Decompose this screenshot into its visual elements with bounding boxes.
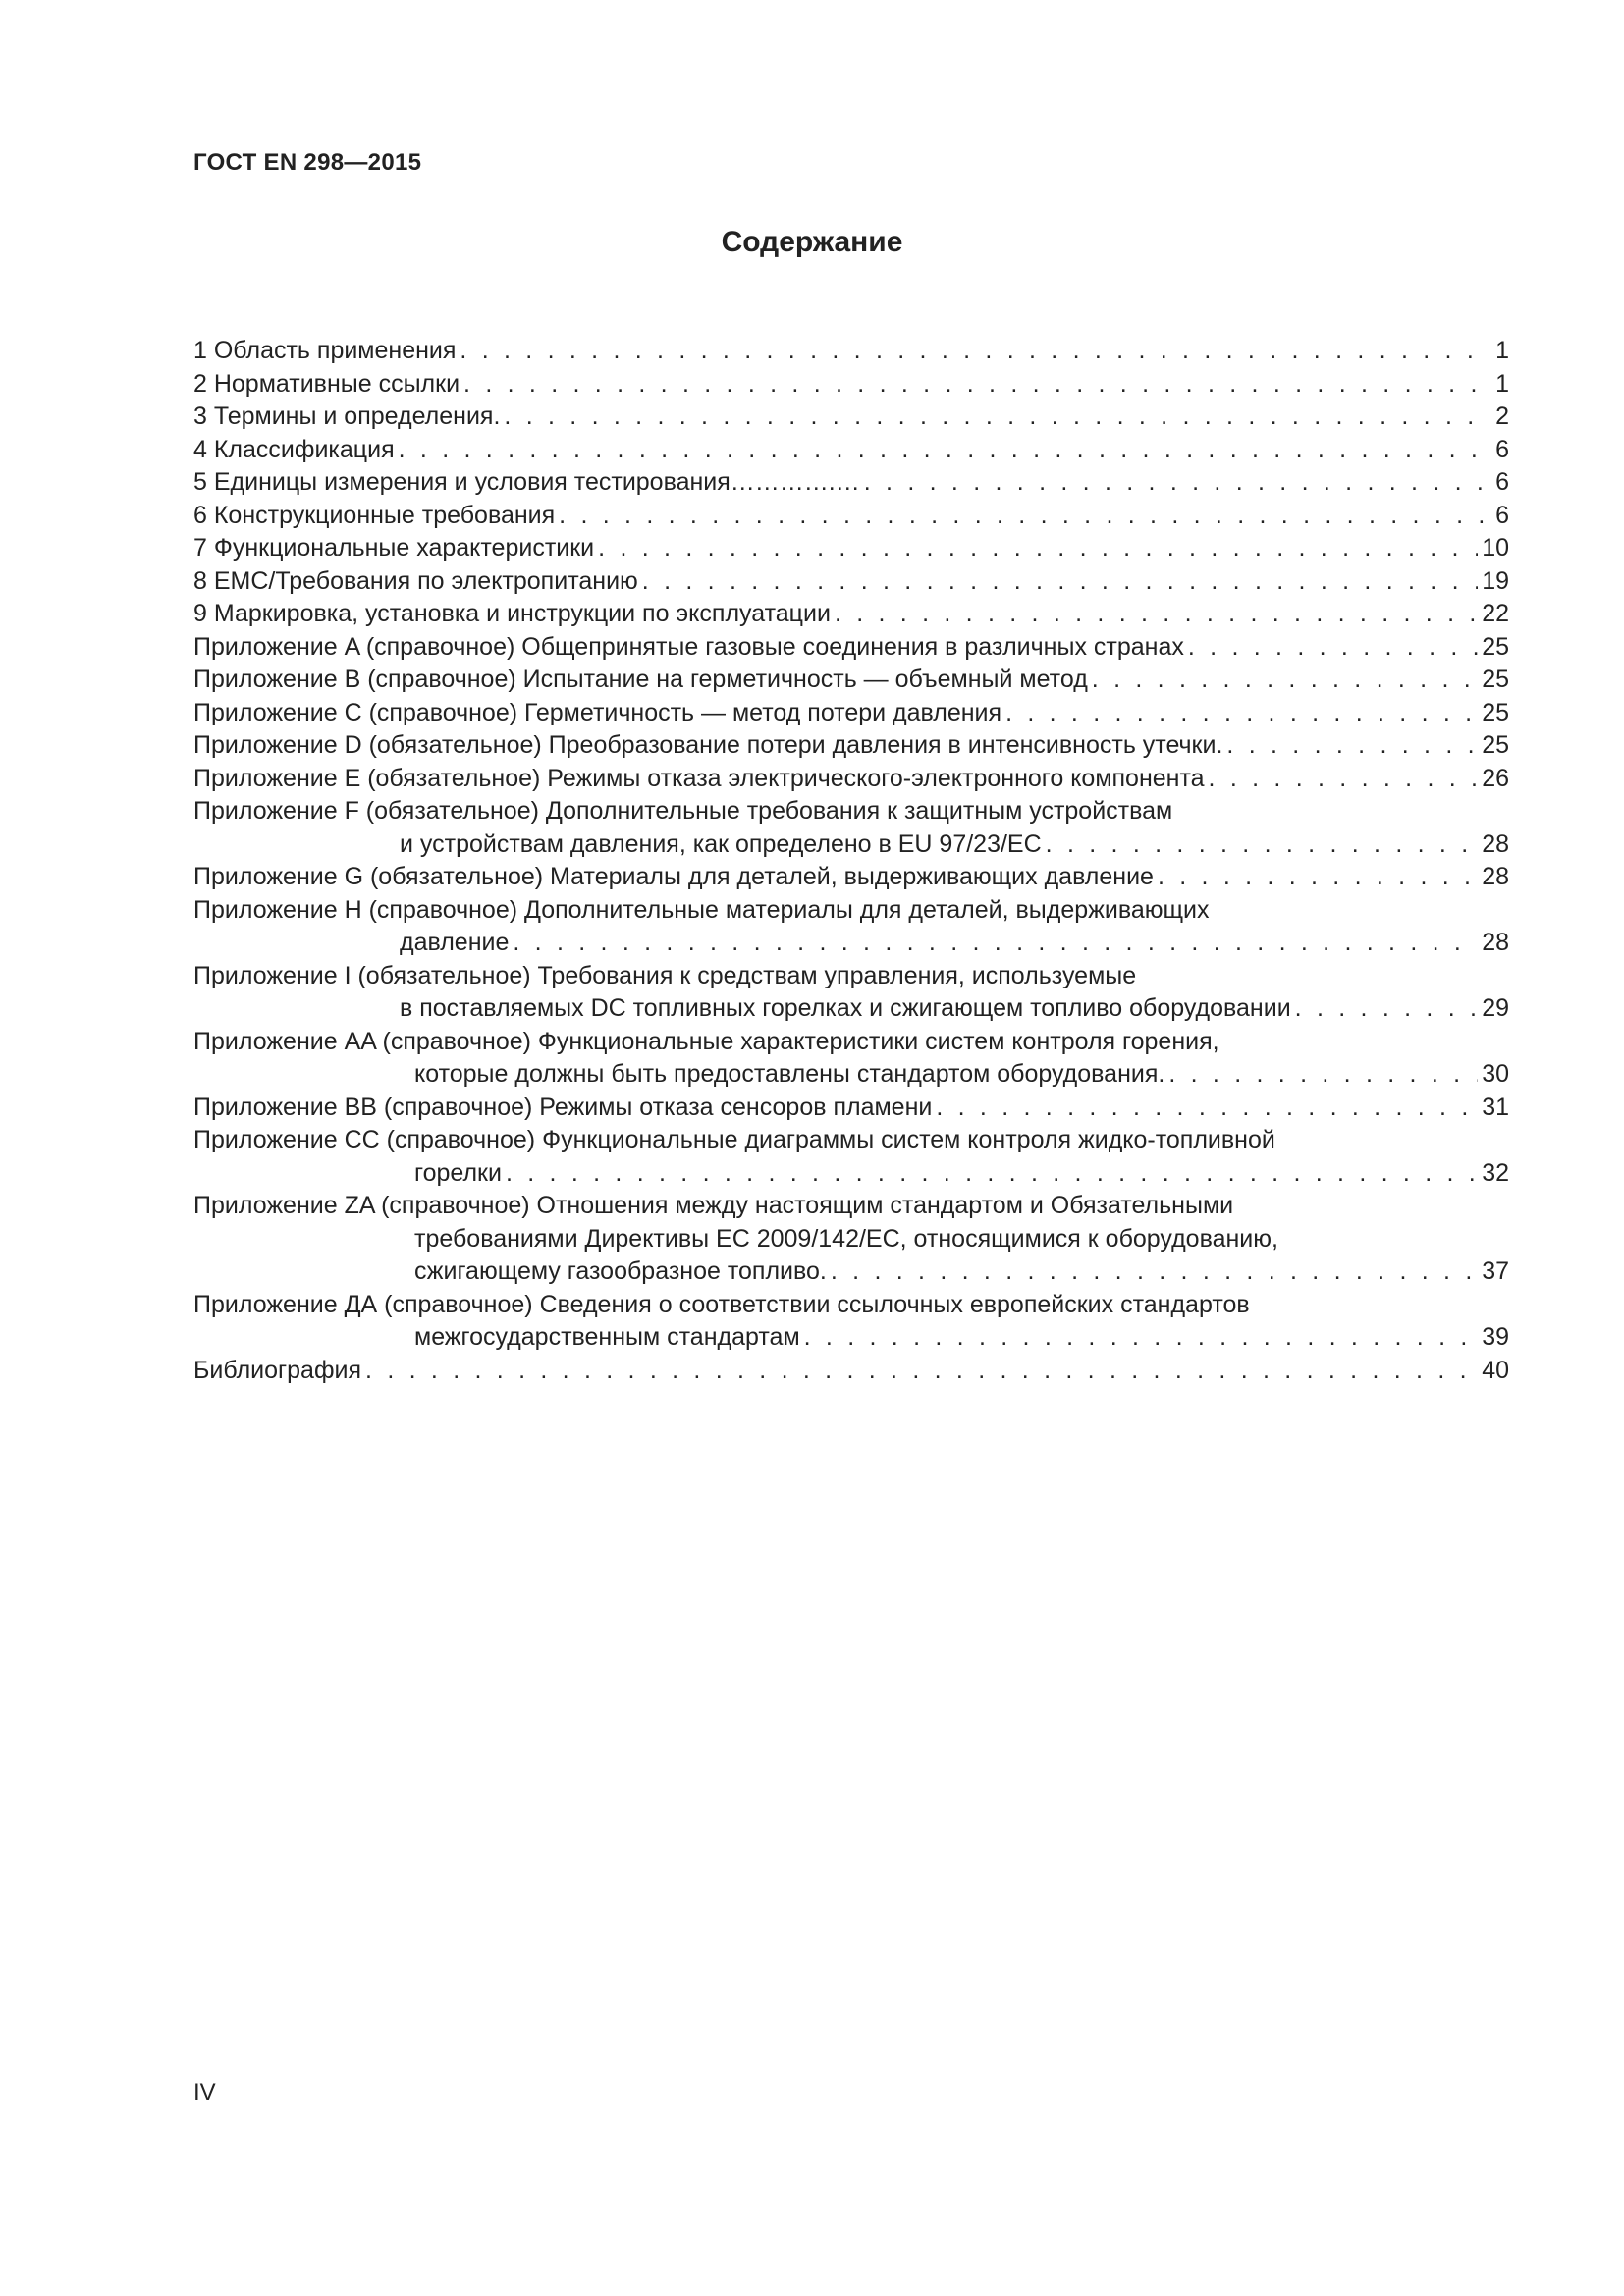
- toc-page-number: 6: [1495, 501, 1509, 529]
- toc-entry-title: Приложение B (справочное) Испытание на герметичность — объемный метод: [193, 666, 1088, 693]
- toc-page-number: 32: [1482, 1158, 1509, 1187]
- toc-entry[interactable]: [193, 466, 1509, 500]
- dot-leader: [831, 1255, 1478, 1289]
- toc-entry[interactable]: [193, 894, 1509, 960]
- toc-page-number: 2: [1495, 402, 1509, 430]
- toc-entry-title: Приложение ZA (справочное) Отношения между настоящим стандартом и Обязательными: [193, 1192, 1234, 1219]
- toc-page-number: 6: [1495, 435, 1509, 463]
- toc-entry-line: [193, 795, 1509, 828]
- toc-entry[interactable]: [193, 1026, 1509, 1092]
- toc-entry-title: 9 Маркировка, установка и инструкции по эксплуатации: [193, 600, 831, 627]
- dot-leader: [1168, 1058, 1478, 1092]
- dot-leader: [1046, 828, 1479, 862]
- dot-leader: [559, 500, 1486, 533]
- dot-leader: [513, 927, 1478, 960]
- toc-entry-title: 5 Единицы измерения и условия тестирования………….…: [193, 468, 860, 496]
- toc-page-number: 1: [1495, 337, 1509, 364]
- toc-entry-title: горелки: [414, 1158, 502, 1187]
- dot-leader: [804, 1321, 1479, 1355]
- toc-entry[interactable]: [193, 664, 1509, 697]
- toc-page-number: 1: [1495, 369, 1509, 398]
- toc-entry-line: [193, 1157, 1509, 1191]
- dot-leader: [399, 434, 1486, 467]
- toc-entry-line: [193, 466, 1509, 500]
- toc-entry-line: [193, 1026, 1509, 1059]
- toc-page-number: 37: [1482, 1257, 1509, 1285]
- toc-entry-title: 2 Нормативные ссылки: [193, 369, 460, 398]
- toc-entry-line: [193, 368, 1509, 401]
- dot-leader: [1295, 992, 1479, 1026]
- toc-entry-line: [193, 1058, 1509, 1092]
- table-of-contents: [193, 335, 1509, 1387]
- toc-entry-title: и устройствам давления, как определено в EU 97/23/EC: [400, 829, 1042, 858]
- toc-entry-line: [193, 434, 1509, 467]
- dot-leader: [504, 400, 1486, 434]
- toc-entry-title: Библиография: [193, 1356, 362, 1384]
- toc-entry[interactable]: [193, 1355, 1509, 1388]
- toc-entry[interactable]: [193, 532, 1509, 565]
- toc-entry-title: Приложение BB (справочное) Режимы отказа сенсоров пламени: [193, 1093, 933, 1121]
- toc-entry[interactable]: [193, 1124, 1509, 1190]
- toc-entry[interactable]: [193, 434, 1509, 467]
- toc-entry[interactable]: [193, 368, 1509, 401]
- toc-entry-line: [193, 697, 1509, 730]
- toc-entry-line: [193, 598, 1509, 631]
- toc-entry-title: Приложение AA (справочное) Функциональные характеристики систем контроля горения,: [193, 1027, 1219, 1055]
- toc-page-number: 25: [1482, 698, 1509, 726]
- toc-entry[interactable]: [193, 729, 1509, 763]
- toc-title: Содержание: [721, 226, 903, 258]
- toc-entry-title: Приложение E (обязательное) Режимы отказа электрического-электронного компонента: [193, 764, 1205, 792]
- toc-page-number: 28: [1482, 929, 1509, 956]
- toc-entry-line: [193, 1190, 1509, 1223]
- toc-entry-line: [193, 1223, 1509, 1256]
- toc-page-number: 28: [1482, 863, 1509, 890]
- toc-entry-title: сжигающему газообразное топливо.: [414, 1257, 827, 1285]
- toc-entry-title: Приложение I (обязательное) Требования к средствам управления, используемые: [193, 961, 1137, 989]
- toc-page-number: 19: [1482, 566, 1509, 595]
- toc-entry-line: [193, 565, 1509, 599]
- toc-entry[interactable]: [193, 697, 1509, 730]
- toc-entry-line: [193, 532, 1509, 565]
- toc-entry-title: 8 EMC/Требования по электропитанию: [193, 566, 638, 595]
- toc-entry-title: которые должны быть предоставлены стандартом оборудования.: [414, 1060, 1165, 1088]
- toc-entry-line: [193, 894, 1509, 928]
- dot-leader: [1209, 763, 1479, 796]
- toc-entry[interactable]: [193, 335, 1509, 368]
- toc-entry-line: [193, 335, 1509, 368]
- toc-entry-line: [193, 1321, 1509, 1355]
- toc-entry-line: [193, 960, 1509, 993]
- toc-page-number: 10: [1482, 534, 1509, 561]
- toc-entry-line: [193, 1255, 1509, 1289]
- toc-entry-title: в поставляемых DC топливных горелках и сжигающем топливо оборудовании: [400, 994, 1291, 1022]
- toc-entry-line: [193, 1124, 1509, 1157]
- toc-entry-title: Приложение ДА (справочное) Сведения о соответствии ссылочных европейских стандартов: [193, 1290, 1250, 1318]
- toc-entry[interactable]: [193, 631, 1509, 665]
- page-number: IV: [193, 2079, 216, 2106]
- toc-entry-line: [193, 861, 1509, 894]
- toc-page-number: 25: [1482, 632, 1509, 661]
- toc-entry-title: 1 Область применения: [193, 337, 457, 364]
- toc-entry[interactable]: [193, 565, 1509, 599]
- toc-page-number: 25: [1482, 666, 1509, 693]
- toc-entry-line: [193, 763, 1509, 796]
- toc-entry-line: [193, 500, 1509, 533]
- toc-entry-title: межгосударственным стандартам: [414, 1323, 800, 1351]
- dot-leader: [598, 532, 1478, 565]
- toc-page-number: 6: [1495, 468, 1509, 496]
- toc-entry[interactable]: [193, 400, 1509, 434]
- toc-entry[interactable]: [193, 500, 1509, 533]
- toc-entry-line: [193, 1289, 1509, 1322]
- dot-leader: [1226, 729, 1478, 763]
- toc-page-number: 31: [1482, 1093, 1509, 1121]
- dot-leader: [1188, 631, 1478, 665]
- dot-leader: [835, 598, 1478, 631]
- toc-entry-title: Приложение F (обязательное) Дополнительные требования к защитным устройствам: [193, 797, 1173, 825]
- toc-entry[interactable]: [193, 795, 1509, 861]
- toc-entry-title: 6 Конструкционные требования: [193, 501, 556, 529]
- toc-entry-line: [193, 664, 1509, 697]
- toc-entry-line: [193, 927, 1509, 960]
- toc-entry[interactable]: [193, 1190, 1509, 1289]
- toc-entry-line: [193, 992, 1509, 1026]
- toc-entry-title: 3 Термины и определения.: [193, 402, 501, 430]
- toc-entry-title: Приложение CC (справочное) Функциональные диаграммы систем контроля жидко-топливной: [193, 1126, 1275, 1153]
- document-id: ГОСТ EN 298—2015: [193, 149, 422, 176]
- dot-leader: [1005, 697, 1478, 730]
- toc-entry-line: [193, 828, 1509, 862]
- toc-entry-title: Приложение H (справочное) Дополнительные материалы для деталей, выдерживающих: [193, 895, 1210, 924]
- toc-entry-title: 7 Функциональные характеристики: [193, 534, 595, 561]
- toc-entry-title: давление: [400, 929, 510, 956]
- toc-page-number: 40: [1482, 1356, 1509, 1384]
- dot-leader: [936, 1092, 1478, 1125]
- dot-leader: [463, 368, 1486, 401]
- toc-entry-title: Приложение G (обязательное) Материалы для деталей, выдерживающих давление: [193, 863, 1154, 890]
- toc-entry[interactable]: [193, 763, 1509, 796]
- toc-page-number: 26: [1482, 764, 1509, 792]
- toc-entry-line: [193, 631, 1509, 665]
- toc-entry-line: [193, 1355, 1509, 1388]
- toc-entry[interactable]: [193, 598, 1509, 631]
- toc-entry-line: [193, 400, 1509, 434]
- toc-entry[interactable]: [193, 1092, 1509, 1125]
- dot-leader: [460, 335, 1486, 368]
- toc-entry-title: Приложение C (справочное) Герметичность — метод потери давления: [193, 698, 1002, 726]
- toc-entry-line: [193, 729, 1509, 763]
- dot-leader: [1158, 861, 1478, 894]
- toc-page-number: 28: [1482, 829, 1509, 858]
- toc-entry[interactable]: [193, 861, 1509, 894]
- dot-leader: [1092, 664, 1478, 697]
- toc-entry-title: требованиями Директивы ЕС 2009/142/ЕС, относящимися к оборудованию,: [414, 1224, 1278, 1253]
- dot-leader: [365, 1355, 1478, 1388]
- dot-leader: [506, 1157, 1478, 1191]
- toc-page-number: 39: [1482, 1323, 1509, 1351]
- toc-entry[interactable]: [193, 1289, 1509, 1355]
- toc-entry[interactable]: [193, 960, 1509, 1026]
- toc-page-number: 25: [1482, 731, 1509, 759]
- toc-page-number: 29: [1482, 994, 1509, 1022]
- toc-entry-title: 4 Классификация: [193, 435, 395, 463]
- toc-page-number: 22: [1482, 600, 1509, 627]
- dot-leader: [864, 466, 1486, 500]
- toc-entry-line: [193, 1092, 1509, 1125]
- dot-leader: [642, 565, 1478, 599]
- toc-page-number: 30: [1482, 1060, 1509, 1088]
- toc-entry-title: Приложение D (обязательное) Преобразование потери давления в интенсивность утечки.: [193, 731, 1223, 759]
- toc-entry-title: Приложение A (справочное) Общепринятые газовые соединения в различных странах: [193, 632, 1184, 661]
